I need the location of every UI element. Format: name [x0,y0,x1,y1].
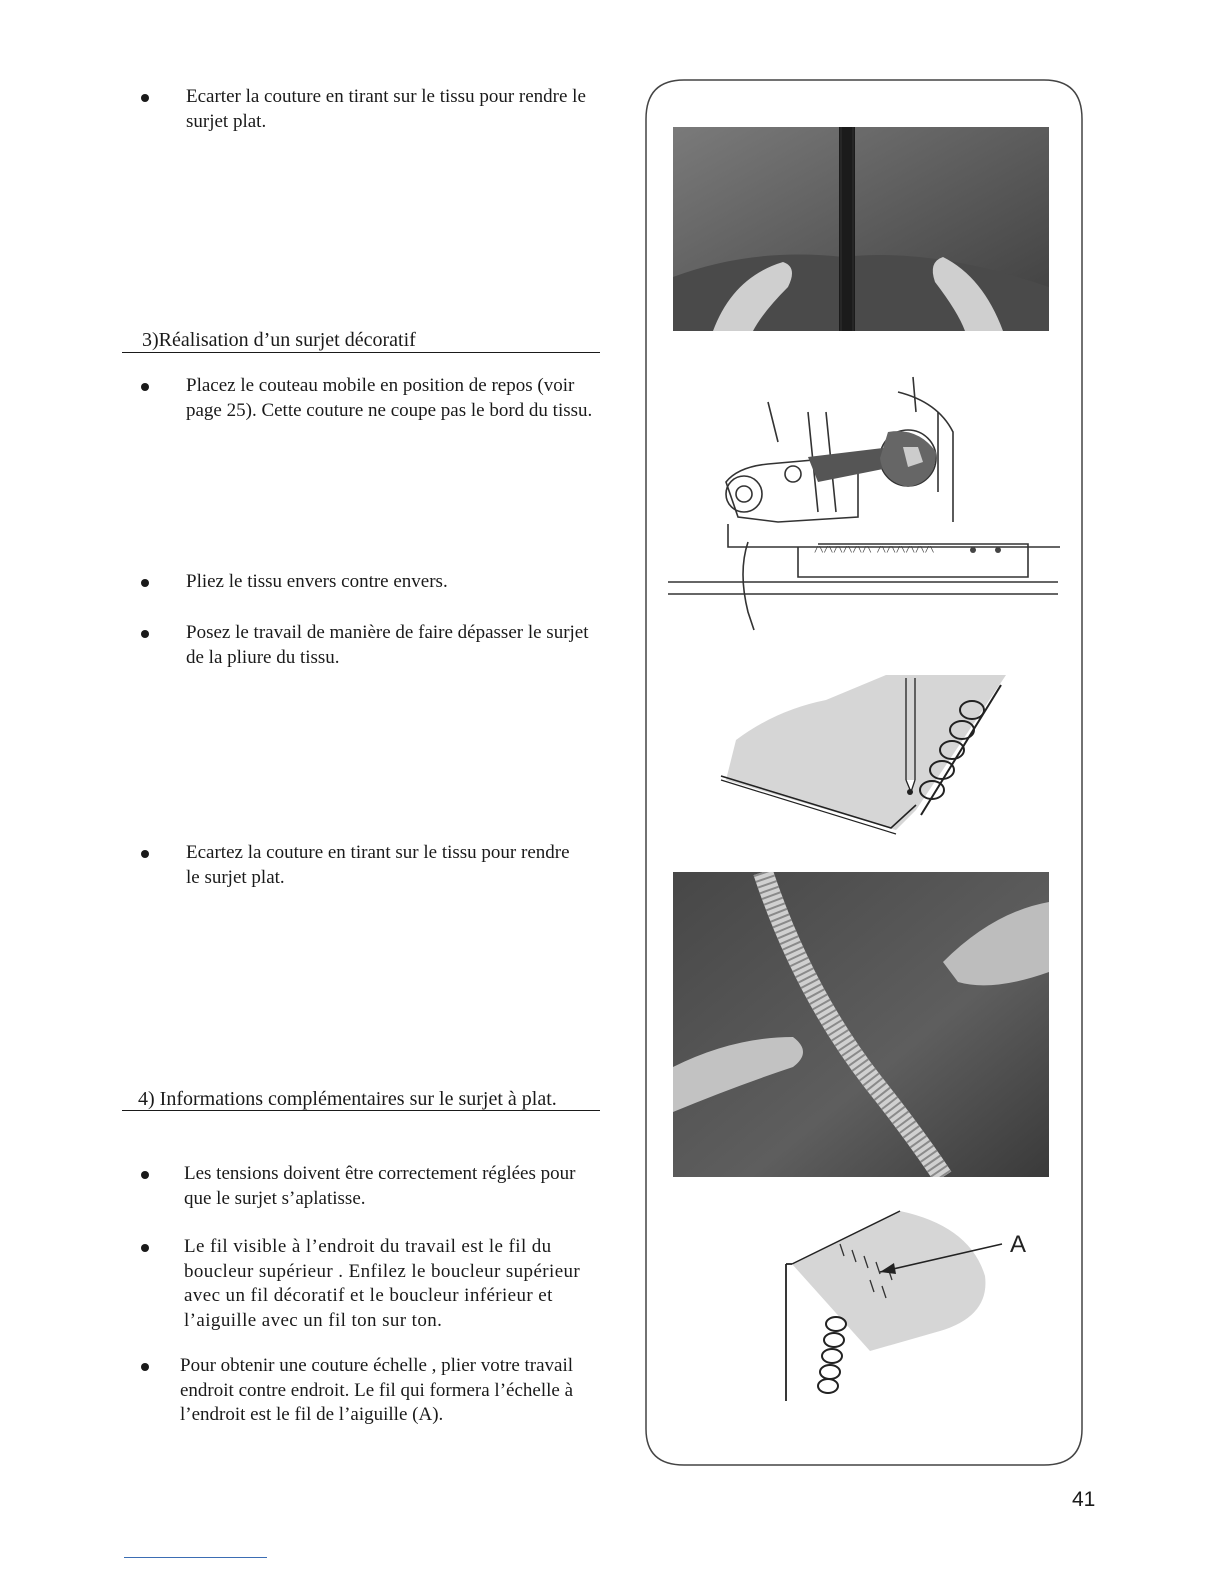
footer-rule [124,1557,267,1558]
text-line: de la pliure du tissu. [186,646,340,668]
text-line: le surjet plat. [186,866,285,888]
text-line: Pliez le tissu envers contre envers. [186,571,448,592]
bullet-dot [141,94,149,102]
svg-text:/\/\/\/\/\/\ /\/\/\/\/\/\: /\/\/\/\/\/\ /\/\/\/\/\/\ [814,545,935,554]
text-line: surjet plat. [186,110,267,132]
diagram-presser-foot [668,372,1062,634]
section-3-underline [122,352,600,353]
diagram-ladder-seam [780,1206,1050,1404]
text-line: Pour obtenir une couture échelle , plier votre travail [180,1355,574,1376]
text-line: l’aiguille avec un fil ton sur ton. [184,1309,443,1331]
photo-decorative-flat-seam [673,872,1049,1177]
photo-flat-seam-top [673,127,1049,331]
bullet-dot [141,1244,149,1252]
figure-label-a: A [1010,1231,1027,1258]
bullet-dot [141,630,149,638]
diagram-folded-fabric-needle [716,670,1006,842]
text-line: Les tensions doivent être correctement réglées pour [184,1163,576,1184]
text-line: que le surjet s’aplatisse. [184,1187,366,1209]
section-3-title: 3)Réalisation d’un surjet décoratif [142,329,416,351]
text-line: page 25). Cette couture ne coupe pas le bord du tissu. [186,399,593,421]
bullet-dot [141,383,149,391]
section-4-underline [122,1110,600,1111]
text-line: l’endroit est le fil de l’aiguille (A). [180,1404,444,1425]
text-line: avec un fil décoratif et le boucleur inférieur et [184,1285,553,1306]
bullet-dot [141,579,149,587]
text-line: endroit contre endroit. Le fil qui formera l’échelle à [180,1379,574,1401]
text-line: Ecartez la couture en tirant sur le tissu pour rendre [186,842,570,863]
bullet-dot [141,1363,149,1371]
bullet-dot [141,850,149,858]
text-line: Placez le couteau mobile en position de repos (voir [186,375,575,396]
text-line: Le fil visible à l’endroit du travail est le fil du [184,1236,552,1257]
text-line: Ecarter la couture en tirant sur le tissu pour rendre le [186,86,586,107]
text-line: Posez le travail de manière de faire dépasser le surjet [186,622,589,643]
section-4-title: 4) Informations complémentaires sur le surjet à plat. [138,1088,557,1110]
page-number: 41 [1072,1488,1096,1511]
bullet-dot [141,1171,149,1179]
text-line: boucleur supérieur . Enfilez le boucleur supérieur [184,1260,581,1282]
